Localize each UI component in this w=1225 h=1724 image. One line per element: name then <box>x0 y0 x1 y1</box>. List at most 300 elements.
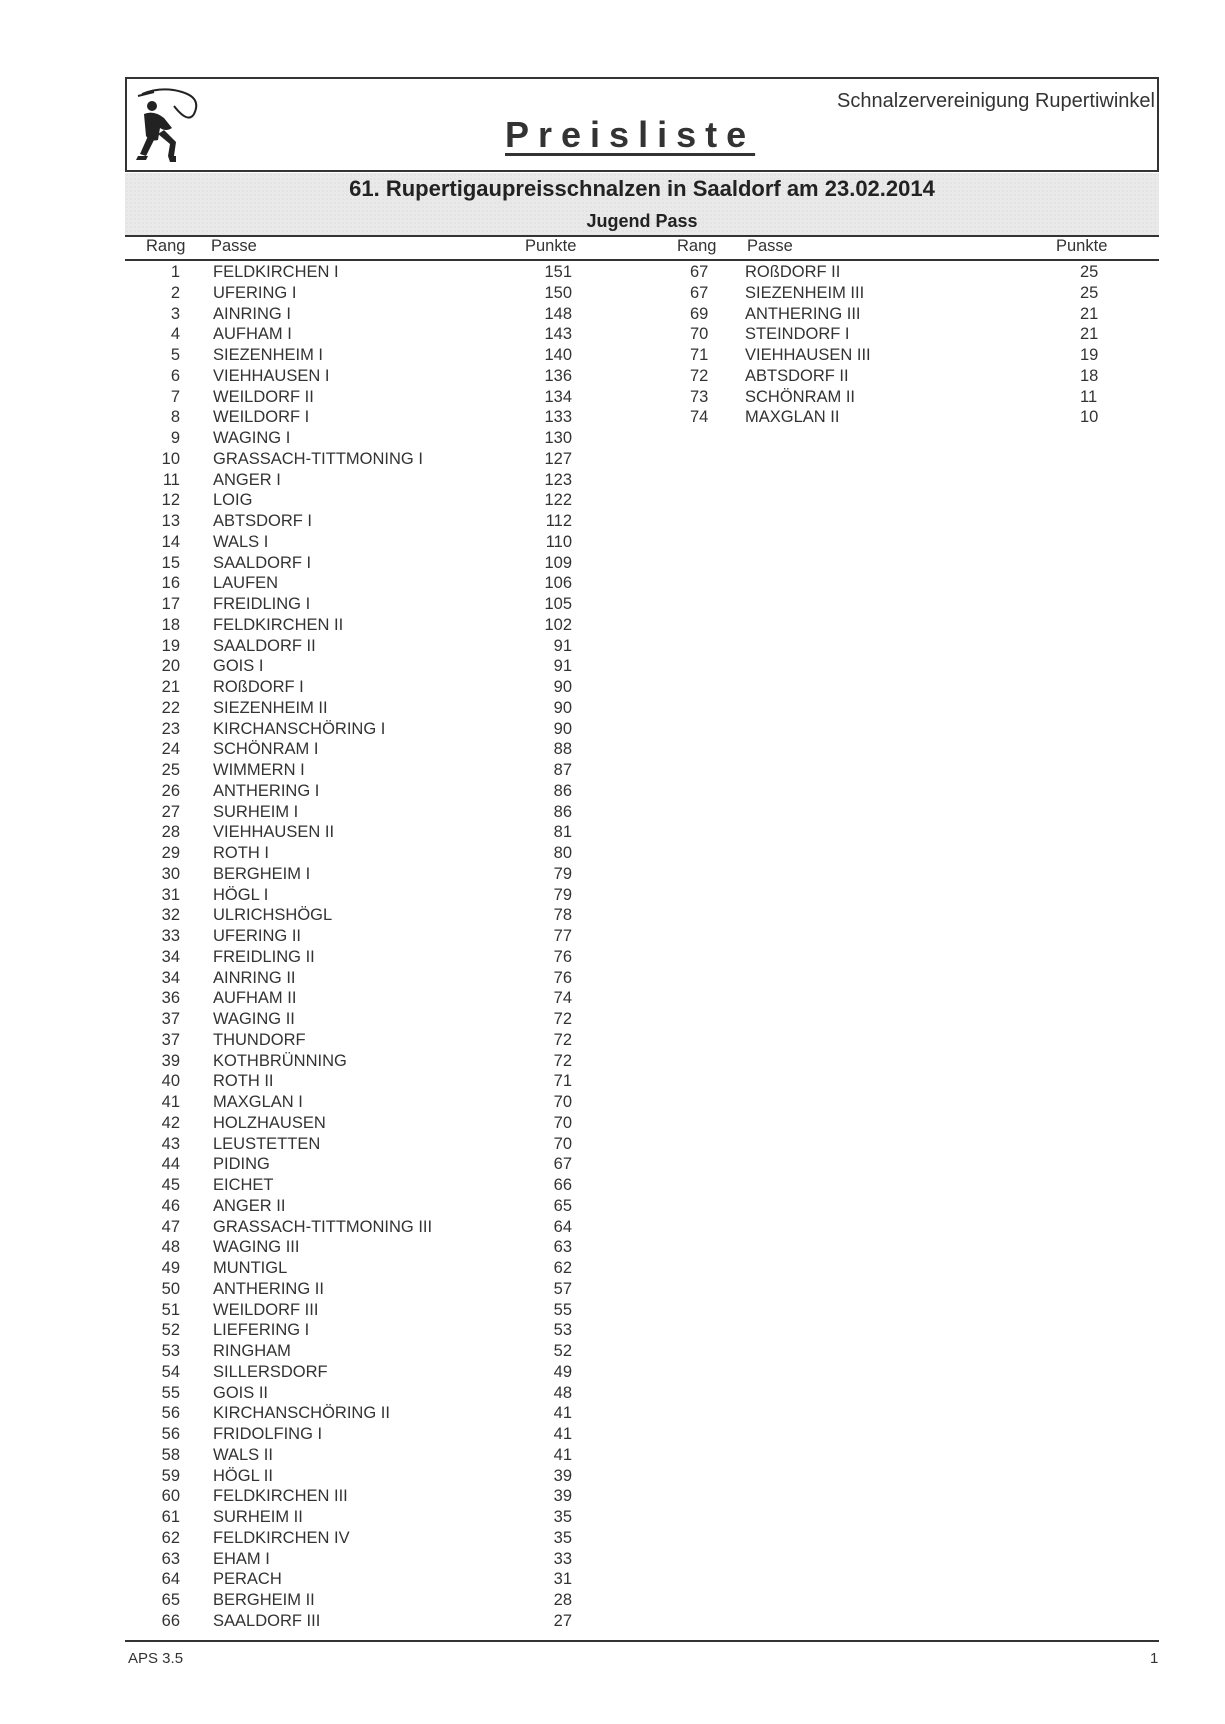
points-cell: 86 <box>553 781 572 800</box>
points-cell: 77 <box>553 927 572 945</box>
table-row <box>0 698 600 719</box>
table-row <box>0 1092 600 1113</box>
points-cell: 21 <box>1080 325 1099 344</box>
team-cell: GRASSACH-TITTMONING I <box>213 449 423 468</box>
points-cell: 87 <box>553 761 572 779</box>
team-cell: BERGHEIM I <box>213 864 311 883</box>
team-cell: LOIG <box>213 491 253 510</box>
points-cell: 41 <box>553 1425 572 1443</box>
table-row <box>0 1051 600 1072</box>
team-cell: ANTHERING I <box>213 781 320 800</box>
rank-cell: 54 <box>161 1362 180 1381</box>
points-cell: 39 <box>553 1487 572 1506</box>
table-row <box>0 719 600 740</box>
page-number: 1 <box>1150 1650 1159 1667</box>
rank-cell: 12 <box>161 491 180 510</box>
points-cell: 140 <box>544 346 572 364</box>
rank-cell: 4 <box>170 325 180 344</box>
team-cell: PERACH <box>213 1570 282 1589</box>
rank-cell: 2 <box>170 283 180 302</box>
rank-cell: 37 <box>161 1010 180 1028</box>
rank-cell: 42 <box>161 1113 180 1132</box>
rank-cell: 18 <box>161 615 180 634</box>
team-cell: WEILDORF III <box>213 1300 319 1319</box>
rank-cell: 26 <box>161 781 180 800</box>
table-row <box>0 1403 600 1424</box>
rank-cell: 21 <box>161 678 180 696</box>
team-cell: HÖGL II <box>213 1466 273 1485</box>
table-row <box>0 1113 600 1134</box>
table-row <box>0 615 600 636</box>
rank-cell: 46 <box>161 1196 180 1215</box>
team-cell: LEUSTETTEN <box>213 1134 321 1153</box>
points-cell: 151 <box>544 263 572 281</box>
rank-cell: 48 <box>161 1238 180 1257</box>
whip-cracker-logo-icon <box>132 84 212 166</box>
points-cell: 62 <box>553 1259 572 1277</box>
table-row <box>0 1424 600 1445</box>
team-cell: AINRING II <box>213 968 296 987</box>
team-cell: KIRCHANSCHÖRING I <box>213 719 386 738</box>
points-cell: 57 <box>553 1279 572 1298</box>
team-cell: FELDKIRCHEN IV <box>213 1528 350 1547</box>
table-row <box>0 1611 600 1632</box>
table-row <box>0 1175 600 1196</box>
table-row <box>0 1300 600 1321</box>
table-row <box>0 407 1225 428</box>
points-cell: 63 <box>553 1238 572 1257</box>
rank-cell: 9 <box>170 429 180 447</box>
rank-cell: 24 <box>161 740 180 759</box>
points-cell: 71 <box>553 1072 572 1091</box>
rank-cell: 16 <box>161 574 180 593</box>
rank-cell: 33 <box>161 927 180 945</box>
rank-cell: 67 <box>690 283 709 302</box>
rank-cell: 34 <box>161 947 180 966</box>
points-cell: 74 <box>553 989 572 1008</box>
table-row <box>0 885 600 906</box>
rank-cell: 15 <box>161 553 180 572</box>
points-cell: 133 <box>544 408 572 427</box>
rank-cell: 23 <box>161 719 180 738</box>
rank-cell: 8 <box>170 408 180 427</box>
points-cell: 18 <box>1080 366 1099 385</box>
rank-cell: 5 <box>170 346 180 364</box>
rank-cell: 63 <box>161 1549 180 1568</box>
table-row <box>0 1466 600 1487</box>
team-cell: ANTHERING III <box>745 304 861 323</box>
team-cell: GOIS I <box>213 657 264 676</box>
team-cell: AUFHAM II <box>213 989 297 1008</box>
rank-cell: 11 <box>162 470 180 489</box>
rank-cell: 1 <box>170 263 180 281</box>
team-cell: PIDING <box>213 1155 270 1174</box>
col-team-left: Passe <box>211 237 257 255</box>
points-cell: 90 <box>553 678 572 696</box>
table-row <box>0 1486 600 1507</box>
organization-name: Schnalzervereinigung Rupertiwinkel <box>837 90 1155 112</box>
team-cell: WEILDORF II <box>213 387 314 406</box>
points-cell: 109 <box>544 553 572 572</box>
team-cell: ROßDORF II <box>745 263 841 281</box>
team-cell: SIEZENHEIM I <box>213 346 324 364</box>
table-header-rule <box>125 259 1159 261</box>
table-row <box>0 1569 600 1590</box>
table-row <box>0 1071 600 1092</box>
table-row <box>0 739 600 760</box>
rank-cell: 13 <box>161 512 180 530</box>
table-row <box>0 1009 600 1030</box>
table-row <box>0 677 600 698</box>
points-cell: 86 <box>553 802 572 821</box>
team-cell: SURHEIM II <box>213 1508 303 1526</box>
team-cell: SURHEIM I <box>213 802 299 821</box>
rank-cell: 59 <box>161 1466 180 1485</box>
points-cell: 134 <box>544 387 572 406</box>
team-cell: BERGHEIM II <box>213 1591 315 1609</box>
team-cell: WAGING I <box>213 429 291 447</box>
rank-cell: 30 <box>161 864 180 883</box>
points-cell: 52 <box>553 1342 572 1360</box>
points-cell: 127 <box>544 449 572 468</box>
team-cell: ABTSDORF II <box>745 366 849 385</box>
table-header <box>0 237 1225 259</box>
results-table-left <box>0 262 600 1632</box>
table-row <box>0 262 1225 283</box>
team-cell: SIEZENHEIM II <box>213 698 328 717</box>
team-cell: AINRING I <box>213 304 291 323</box>
points-cell: 33 <box>553 1549 572 1568</box>
rank-cell: 61 <box>161 1508 180 1526</box>
team-cell: ABTSDORF I <box>213 512 313 530</box>
team-cell: UFERING I <box>213 283 297 302</box>
table-row <box>0 1383 600 1404</box>
team-cell: KOTHBRÜNNING <box>213 1051 347 1070</box>
team-cell: WAGING III <box>213 1238 300 1257</box>
table-row <box>0 905 600 926</box>
team-cell: SAALDORF II <box>213 636 316 655</box>
rank-cell: 7 <box>170 387 180 406</box>
rank-cell: 51 <box>161 1300 180 1319</box>
table-row <box>0 345 1225 366</box>
table-row <box>0 1341 600 1362</box>
team-cell: MUNTIGL <box>213 1259 288 1277</box>
team-cell: MAXGLAN I <box>213 1093 303 1111</box>
rank-cell: 53 <box>161 1342 180 1360</box>
points-cell: 31 <box>553 1570 572 1589</box>
rank-cell: 10 <box>161 449 180 468</box>
points-cell: 72 <box>553 1010 572 1028</box>
team-cell: AUFHAM I <box>213 325 292 344</box>
table-row <box>0 387 1225 408</box>
points-cell: 41 <box>553 1404 572 1423</box>
points-cell: 66 <box>553 1176 572 1194</box>
points-cell: 80 <box>553 844 572 862</box>
table-row <box>0 822 600 843</box>
table-row <box>0 636 600 657</box>
table-row <box>0 428 600 449</box>
rank-cell: 45 <box>161 1176 180 1194</box>
table-row <box>0 324 1225 345</box>
team-cell: VIEHHAUSEN III <box>745 346 871 364</box>
rank-cell: 27 <box>161 802 180 821</box>
team-cell: GRASSACH-TITTMONING III <box>213 1217 433 1236</box>
team-cell: SIEZENHEIM III <box>745 283 865 302</box>
team-cell: WALS I <box>213 532 269 551</box>
points-cell: 70 <box>553 1113 572 1132</box>
rank-cell: 62 <box>161 1528 180 1547</box>
rank-cell: 32 <box>161 906 180 925</box>
table-row <box>0 760 600 781</box>
points-cell: 48 <box>553 1383 572 1402</box>
team-cell: ULRICHSHÖGL <box>213 906 333 925</box>
rank-cell: 56 <box>161 1425 180 1443</box>
team-cell: SCHÖNRAM II <box>745 387 856 406</box>
points-cell: 143 <box>544 325 572 344</box>
points-cell: 79 <box>553 864 572 883</box>
points-cell: 49 <box>553 1362 572 1381</box>
team-cell: EICHET <box>213 1176 274 1194</box>
table-row <box>0 1507 600 1528</box>
rank-cell: 74 <box>690 408 709 427</box>
table-row <box>0 1590 600 1611</box>
table-row <box>0 366 1225 387</box>
table-row <box>0 1549 600 1570</box>
points-cell: 79 <box>553 885 572 904</box>
table-row <box>0 1279 600 1300</box>
points-cell: 53 <box>553 1321 572 1340</box>
table-row <box>0 594 600 615</box>
rank-cell: 73 <box>690 387 709 406</box>
team-cell: KIRCHANSCHÖRING II <box>213 1404 390 1423</box>
team-cell: SAALDORF III <box>213 1611 321 1630</box>
team-cell: SCHÖNRAM I <box>213 740 319 759</box>
rank-cell: 19 <box>161 636 180 655</box>
table-row <box>0 511 600 532</box>
table-row <box>0 573 600 594</box>
table-row <box>0 1030 600 1051</box>
team-cell: THUNDORF <box>213 1030 306 1049</box>
team-cell: UFERING II <box>213 927 302 945</box>
team-cell: STEINDORF I <box>745 325 850 344</box>
table-row <box>0 490 600 511</box>
team-cell: SILLERSDORF <box>213 1362 328 1381</box>
team-cell: LIEFERING I <box>213 1321 310 1340</box>
col-points-left: Punkte <box>525 237 577 255</box>
team-cell: FREIDLING I <box>213 595 311 613</box>
table-row <box>0 1528 600 1549</box>
team-cell: FELDKIRCHEN I <box>213 263 339 281</box>
team-cell: ANTHERING II <box>213 1279 324 1298</box>
table-row <box>0 304 1225 325</box>
rank-cell: 39 <box>161 1051 180 1070</box>
points-cell: 76 <box>553 947 572 966</box>
points-cell: 28 <box>553 1591 572 1609</box>
table-row <box>0 1134 600 1155</box>
rank-cell: 56 <box>161 1404 180 1423</box>
rank-cell: 6 <box>170 366 180 385</box>
team-cell: HÖGL I <box>213 885 269 904</box>
rank-cell: 41 <box>161 1093 180 1111</box>
points-cell: 81 <box>553 823 572 842</box>
rank-cell: 69 <box>690 304 709 323</box>
table-row <box>0 1237 600 1258</box>
rank-cell: 3 <box>170 304 180 323</box>
footer-rule <box>125 1640 1159 1642</box>
table-row <box>0 449 600 470</box>
team-cell: ROßDORF I <box>213 678 304 696</box>
event-title: 61. Rupertigaupreisschnalzen in Saaldorf am 23.02.2014 <box>349 176 935 201</box>
team-cell: WEILDORF I <box>213 408 310 427</box>
team-cell: LAUFEN <box>213 574 279 593</box>
points-cell: 91 <box>553 657 572 676</box>
team-cell: VIEHHAUSEN I <box>213 366 330 385</box>
points-cell: 123 <box>544 470 572 489</box>
results-table-right <box>0 262 1225 428</box>
rank-cell: 70 <box>690 325 709 344</box>
table-row <box>0 1217 600 1238</box>
rank-cell: 40 <box>161 1072 180 1091</box>
table-row <box>0 843 600 864</box>
team-cell: FREIDLING II <box>213 947 315 966</box>
points-cell: 148 <box>544 304 572 323</box>
team-cell: VIEHHAUSEN II <box>213 823 335 842</box>
points-cell: 122 <box>544 491 572 510</box>
team-cell: ANGER II <box>213 1196 286 1215</box>
team-cell: MAXGLAN II <box>745 408 840 427</box>
rank-cell: 17 <box>161 595 180 613</box>
points-cell: 35 <box>553 1508 572 1526</box>
table-row <box>0 864 600 885</box>
points-cell: 90 <box>553 719 572 738</box>
rank-cell: 55 <box>161 1383 180 1402</box>
team-cell: WAGING II <box>213 1010 295 1028</box>
rank-cell: 31 <box>161 885 180 904</box>
rank-cell: 37 <box>161 1030 180 1049</box>
page-title: Preisliste <box>505 114 756 155</box>
points-cell: 55 <box>553 1300 572 1319</box>
rank-cell: 43 <box>161 1134 180 1153</box>
points-cell: 91 <box>553 636 572 655</box>
rank-cell: 20 <box>161 657 180 676</box>
points-cell: 112 <box>545 512 572 530</box>
rank-cell: 52 <box>161 1321 180 1340</box>
rank-cell: 65 <box>161 1591 180 1609</box>
rank-cell: 64 <box>161 1570 180 1589</box>
team-cell: SAALDORF I <box>213 553 312 572</box>
rank-cell: 72 <box>690 366 709 385</box>
rank-cell: 29 <box>161 844 180 862</box>
rank-cell: 14 <box>161 532 180 551</box>
rank-cell: 22 <box>161 698 180 717</box>
table-row <box>0 1258 600 1279</box>
team-cell: FELDKIRCHEN III <box>213 1487 348 1506</box>
points-cell: 25 <box>1080 263 1099 281</box>
points-cell: 72 <box>553 1030 572 1049</box>
col-team-right: Passe <box>747 237 793 255</box>
points-cell: 106 <box>544 574 572 593</box>
points-cell: 150 <box>544 283 572 302</box>
rank-cell: 50 <box>161 1279 180 1298</box>
category-title: Jugend Pass <box>586 211 698 231</box>
rank-cell: 34 <box>161 968 180 987</box>
table-row <box>0 968 600 989</box>
points-cell: 70 <box>553 1134 572 1153</box>
points-cell: 10 <box>1080 408 1099 427</box>
points-cell: 136 <box>544 366 572 385</box>
table-row <box>0 802 600 823</box>
team-cell: GOIS II <box>213 1383 269 1402</box>
col-rank-left: Rang <box>146 237 186 255</box>
points-cell: 67 <box>553 1155 572 1174</box>
points-cell: 102 <box>544 615 572 634</box>
points-cell: 27 <box>553 1611 572 1630</box>
points-cell: 90 <box>553 698 572 717</box>
points-cell: 76 <box>553 968 572 987</box>
table-row <box>0 283 1225 304</box>
rank-cell: 47 <box>161 1217 180 1236</box>
points-cell: 19 <box>1080 346 1099 364</box>
table-row <box>0 470 600 491</box>
footer-version: APS 3.5 <box>128 1650 184 1667</box>
team-cell: ROTH II <box>213 1072 274 1091</box>
team-cell: ROTH I <box>213 844 269 862</box>
points-cell: 88 <box>553 740 572 759</box>
rank-cell: 58 <box>161 1445 180 1464</box>
rank-cell: 71 <box>690 346 709 364</box>
table-row <box>0 1362 600 1383</box>
table-row <box>0 926 600 947</box>
table-row <box>0 947 600 968</box>
team-cell: FRIDOLFING I <box>213 1425 323 1443</box>
rank-cell: 66 <box>161 1611 180 1630</box>
team-cell: HOLZHAUSEN <box>213 1113 326 1132</box>
table-row <box>0 553 600 574</box>
points-cell: 64 <box>553 1217 572 1236</box>
table-row <box>0 1320 600 1341</box>
rank-cell: 67 <box>690 263 709 281</box>
rank-cell: 60 <box>161 1487 180 1506</box>
col-rank-right: Rang <box>677 237 717 255</box>
points-cell: 35 <box>553 1528 572 1547</box>
table-row <box>0 1445 600 1466</box>
rank-cell: 49 <box>161 1259 180 1277</box>
points-cell: 110 <box>545 532 572 551</box>
points-cell: 105 <box>544 595 572 613</box>
team-cell: EHAM I <box>213 1549 270 1568</box>
team-cell: FELDKIRCHEN II <box>213 615 344 634</box>
points-cell: 65 <box>553 1196 572 1215</box>
points-cell: 11 <box>1080 387 1098 406</box>
points-cell: 39 <box>553 1466 572 1485</box>
table-row <box>0 781 600 802</box>
table-row <box>0 656 600 677</box>
points-cell: 70 <box>553 1093 572 1111</box>
table-row <box>0 988 600 1009</box>
rank-cell: 36 <box>161 989 180 1008</box>
rank-cell: 25 <box>161 761 180 779</box>
team-cell: RINGHAM <box>213 1342 291 1360</box>
points-cell: 41 <box>553 1445 572 1464</box>
col-points-right: Punkte <box>1056 237 1108 255</box>
points-cell: 78 <box>553 906 572 925</box>
points-cell: 130 <box>544 429 572 447</box>
points-cell: 21 <box>1080 304 1099 323</box>
team-cell: WALS II <box>213 1445 273 1464</box>
rank-cell: 28 <box>161 823 180 842</box>
table-row <box>0 1196 600 1217</box>
points-cell: 25 <box>1080 283 1099 302</box>
